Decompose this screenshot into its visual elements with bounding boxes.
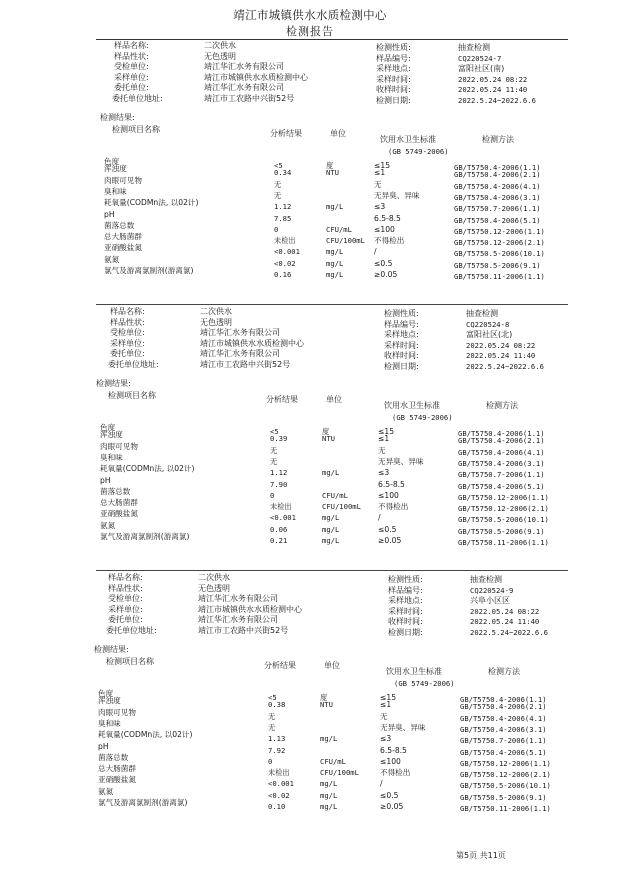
item-result: 0.34 <box>274 168 292 178</box>
item-name: 肉眼可见物 <box>100 441 138 451</box>
col-header-method: 检测方法 <box>482 135 514 144</box>
item-result: <5 <box>274 161 283 170</box>
col-header-standard-code: (GB 5749-2006) <box>392 413 453 422</box>
item-result: <5 <box>268 693 277 702</box>
results-heading: 检测结果: <box>100 113 135 122</box>
item-method: GB/T5750.12-2006(2.1) <box>454 238 545 248</box>
field-label-sampling-time: 采样时间: <box>384 340 419 350</box>
field-label-sample-name: 样品名称: <box>108 573 143 582</box>
field-value-nature: 无色透明 <box>204 51 236 61</box>
field-value-sampling-site: 兴阜小区区 <box>470 596 510 605</box>
item-method: GB/T5750.4-2006(2.1) <box>460 702 547 712</box>
section-divider <box>96 570 568 571</box>
item-unit: NTU <box>322 434 335 444</box>
item-result: 无 <box>274 179 282 189</box>
field-label-receipt-time: 收样时间: <box>384 351 419 360</box>
item-name: 氨氮 <box>104 254 120 264</box>
col-header-standard-code: (GB 5749-2006) <box>388 147 449 156</box>
field-label-sampling-site: 采样地点: <box>388 596 423 605</box>
item-result: 0.21 <box>270 536 288 545</box>
field-label-test-date: 检测日期: <box>384 361 419 371</box>
item-standard: ≤15 <box>378 427 395 436</box>
field-value-sample-no: CQ220524-9 <box>470 585 514 595</box>
item-unit: mg/L <box>320 779 338 789</box>
item-standard: ≤100 <box>378 490 399 500</box>
field-value-sampling-site: 富阳社区(北) <box>466 330 513 339</box>
col-header-method: 检测方法 <box>488 667 520 676</box>
field-label-test-nature: 检测性质: <box>376 43 411 52</box>
item-method: GB/T5750.11-2006(1.1) <box>460 804 551 813</box>
field-value-sample-no: CQ220524-7 <box>458 53 502 63</box>
item-standard: 不得检出 <box>378 502 409 512</box>
item-unit: 度 <box>322 427 330 436</box>
item-name: 菌落总数 <box>104 220 135 230</box>
item-unit: mg/L <box>322 468 340 478</box>
field-value-client-unit: 靖江华汇水务有限公司 <box>204 83 284 92</box>
item-method: GB/T5750.5-2006(9.1) <box>458 526 545 536</box>
col-header-standard: 饮用水卫生标准 <box>380 135 436 144</box>
field-label-receipt-time: 收样时间: <box>388 617 423 626</box>
field-label-sample-no: 样品编号: <box>388 585 423 595</box>
item-standard: ≤1 <box>378 434 390 444</box>
item-standard: ≤100 <box>380 756 401 766</box>
item-name: 菌落总数 <box>100 486 131 496</box>
col-header-method: 检测方法 <box>486 401 518 410</box>
item-method: GB/T5750.4-2006(4.1) <box>460 713 547 723</box>
item-standard: 无异臭、异味 <box>374 190 420 200</box>
item-standard: ≤0.5 <box>378 524 397 534</box>
item-result: 无 <box>270 456 278 466</box>
item-method: GB/T5750.5-2006(10.1) <box>458 515 549 525</box>
item-method: GB/T5750.4-2006(4.1) <box>458 447 545 457</box>
item-name: 氨氮 <box>98 786 114 796</box>
item-method: GB/T5750.5-2006(9.1) <box>454 260 541 270</box>
item-result: 0 <box>270 490 275 500</box>
field-label-test-nature: 检测性质: <box>384 309 419 318</box>
item-name: 浑浊度 <box>100 430 123 440</box>
item-method: GB/T5750.12-2006(1.1) <box>460 758 551 768</box>
item-method: GB/T5750.12-2006(1.1) <box>454 226 545 236</box>
field-label-test-nature: 检测性质: <box>388 575 423 584</box>
field-label-sample-nature: 样品性状: <box>110 317 145 327</box>
page-number: 第5页 共11页 <box>456 851 506 860</box>
item-result: <0.001 <box>274 247 300 257</box>
item-standard: 无 <box>374 179 382 189</box>
field-value-client-unit: 靖江华汇水务有限公司 <box>200 349 280 358</box>
item-standard: 6.5-8.5 <box>380 745 407 755</box>
field-value-sampling-time: 2022.05.24 08:22 <box>466 340 536 350</box>
item-result: 7.90 <box>270 479 288 489</box>
item-method: GB/T5750.4-2006(3.1) <box>460 724 547 734</box>
field-value-sample-no: CQ220524-8 <box>466 319 510 329</box>
item-unit: NTU <box>320 700 333 710</box>
item-unit: mg/L <box>322 524 340 534</box>
field-label-sample-no: 样品编号: <box>376 53 411 63</box>
field-label-sampling-time: 采样时间: <box>376 74 411 84</box>
item-result: 未检出 <box>270 502 292 512</box>
item-name: pH <box>104 209 115 219</box>
item-result: <5 <box>270 427 279 436</box>
col-header-standard: 饮用水卫生标准 <box>384 401 440 410</box>
col-header-unit: 单位 <box>326 395 342 404</box>
field-value-name: 二次供水 <box>200 307 232 316</box>
item-unit: CFU/100mL <box>326 236 365 246</box>
item-result: 0 <box>274 224 279 234</box>
item-result: 0.38 <box>268 700 286 710</box>
field-value-inspected-unit: 靖江华汇水务有限公司 <box>204 62 284 71</box>
item-method: GB/T5750.5-2006(10.1) <box>460 781 551 791</box>
item-method: GB/T5750.12-2006(2.1) <box>460 770 551 780</box>
item-result: <0.02 <box>268 790 290 800</box>
item-standard: ≤1 <box>374 168 386 178</box>
results-heading: 检测结果: <box>96 379 131 388</box>
col-header-unit: 单位 <box>330 129 346 138</box>
field-label-client-unit: 委托单位: <box>110 349 145 358</box>
item-method: GB/T5750.7-2006(1.1) <box>460 736 547 746</box>
field-label-sample-name: 样品名称: <box>110 307 145 316</box>
item-name: 臭和味 <box>98 718 121 728</box>
item-name: 氨氮 <box>100 520 116 530</box>
item-name: 氯气及游离氯制剂(游离氯) <box>100 532 190 541</box>
field-label-inspected-unit: 受检单位: <box>114 62 149 71</box>
item-result: 无 <box>270 445 278 455</box>
item-standard: 不得检出 <box>380 768 411 778</box>
col-header-item: 检测项目名称 <box>112 125 160 134</box>
item-result: 无 <box>268 722 276 732</box>
item-unit: mg/L <box>326 258 344 268</box>
col-header-standard: 饮用水卫生标准 <box>386 667 442 676</box>
field-value-test-nature: 抽查检测 <box>470 575 502 584</box>
item-unit: mg/L <box>326 270 344 279</box>
col-header-result: 分析结果 <box>270 129 302 138</box>
item-standard: / <box>380 779 383 789</box>
item-name: 肉眼可见物 <box>104 175 142 185</box>
item-result: 无 <box>268 711 276 721</box>
item-standard: 不得检出 <box>374 236 405 246</box>
field-label-sample-no: 样品编号: <box>384 319 419 329</box>
item-result: <0.02 <box>274 258 296 268</box>
item-method: GB/T5750.5-2006(9.1) <box>460 792 547 802</box>
field-value-receipt-time: 2022.05.24 11:40 <box>458 85 528 94</box>
item-result: 1.12 <box>270 468 288 478</box>
item-method: GB/T5750.4-2006(2.1) <box>458 436 545 446</box>
item-standard: ≥0.05 <box>374 270 398 279</box>
field-label-inspected-unit: 受检单位: <box>108 594 143 603</box>
item-method: GB/T5750.4-2006(1.1) <box>460 695 547 704</box>
field-label-sampling-site: 采样地点: <box>384 330 419 339</box>
col-header-item: 检测项目名称 <box>108 391 156 400</box>
field-value-sampling-unit: 靖江市城镇供水水质检测中心 <box>198 604 302 614</box>
item-name: 色度 <box>98 689 114 698</box>
field-label-sampling-unit: 采样单位: <box>108 604 143 614</box>
item-method: GB/T5750.4-2006(5.1) <box>460 747 547 757</box>
field-value-sampling-time: 2022.05.24 08:22 <box>458 74 528 84</box>
field-value-name: 二次供水 <box>204 41 236 50</box>
item-result: 7.85 <box>274 213 292 223</box>
item-unit: CFU/100mL <box>322 502 361 512</box>
item-result: 1.13 <box>268 734 286 744</box>
field-value-client-address: 靖江市工农路中兴街52号 <box>204 93 295 103</box>
field-value-client-address: 靖江市工农路中兴街52号 <box>200 359 291 369</box>
item-result: <0.001 <box>268 779 294 789</box>
item-result: <0.001 <box>270 513 296 523</box>
item-result: 未检出 <box>274 236 296 246</box>
item-name: 肉眼可见物 <box>98 707 136 717</box>
item-name: 亚硝酸盐氮 <box>98 775 136 785</box>
item-unit: CFU/mL <box>320 756 346 766</box>
report-org-title: 靖江市城镇供水水质检测中心 <box>233 8 387 22</box>
item-unit: 度 <box>320 693 328 702</box>
item-unit: mg/L <box>320 790 338 800</box>
item-name: 耗氧量(CODMn法, 以02计) <box>98 730 193 740</box>
field-value-test-date: 2022.5.24~2022.6.6 <box>458 95 536 105</box>
item-method: GB/T5750.12-2006(1.1) <box>458 492 549 502</box>
field-label-receipt-time: 收样时间: <box>376 85 411 94</box>
item-standard: ≤1 <box>380 700 392 710</box>
item-standard: ≥0.05 <box>378 536 402 545</box>
item-result: 0.39 <box>270 434 288 444</box>
item-result: 0 <box>268 756 273 766</box>
item-standard: 无异臭、异味 <box>380 722 426 732</box>
field-value-inspected-unit: 靖江华汇水务有限公司 <box>200 328 280 337</box>
field-value-inspected-unit: 靖江华汇水务有限公司 <box>198 594 278 603</box>
item-standard: 6.5-8.5 <box>378 479 405 489</box>
field-value-nature: 无色透明 <box>198 583 230 593</box>
item-unit: CFU/mL <box>322 490 348 500</box>
field-label-sample-name: 样品名称: <box>114 41 149 50</box>
field-value-receipt-time: 2022.05.24 11:40 <box>470 617 540 626</box>
item-result: 0.10 <box>268 802 286 811</box>
report-title: 检测报告 <box>286 25 334 38</box>
field-value-sampling-unit: 靖江市城镇供水水质检测中心 <box>200 338 304 348</box>
item-unit: mg/L <box>326 202 344 212</box>
item-name: 浑浊度 <box>98 696 121 706</box>
item-standard: 无 <box>380 711 388 721</box>
item-name: 总大肠菌群 <box>100 498 138 508</box>
item-method: GB/T5750.4-2006(4.1) <box>454 181 541 191</box>
item-method: GB/T5750.4-2006(5.1) <box>458 481 545 491</box>
item-standard: 6.5-8.5 <box>374 213 401 223</box>
field-label-client-address: 委托单位地址: <box>112 93 163 103</box>
item-method: GB/T5750.4-2006(3.1) <box>454 192 541 202</box>
item-name: 色度 <box>100 423 116 432</box>
item-result: 1.12 <box>274 202 292 212</box>
item-name: 亚硝酸盐氮 <box>100 509 138 519</box>
item-standard: / <box>374 247 377 257</box>
col-header-unit: 单位 <box>324 661 340 670</box>
item-unit: 度 <box>326 161 334 170</box>
item-standard: ≤3 <box>378 468 390 478</box>
field-value-sampling-unit: 靖江市城镇供水水质检测中心 <box>204 72 308 82</box>
col-header-result: 分析结果 <box>264 661 296 670</box>
sample-section <box>0 306 620 572</box>
field-label-client-address: 委托单位地址: <box>108 359 159 369</box>
item-name: 耗氧量(CODMn法, 以02计) <box>100 464 195 474</box>
field-value-test-nature: 抽查检测 <box>458 43 490 52</box>
item-name: 氯气及游离氯制剂(游离氯) <box>104 266 194 275</box>
field-value-nature: 无色透明 <box>200 317 232 327</box>
item-name: 色度 <box>104 157 120 166</box>
field-value-sampling-site: 富阳社区(南) <box>458 64 505 73</box>
item-name: 耗氧量(CODMn法, 以02计) <box>104 198 199 208</box>
item-name: 浑浊度 <box>104 164 127 174</box>
item-name: 菌落总数 <box>98 752 129 762</box>
col-header-item: 检测项目名称 <box>106 657 154 666</box>
item-standard: ≤0.5 <box>380 790 399 800</box>
item-name: 臭和味 <box>104 186 127 196</box>
item-standard: ≤0.5 <box>374 258 393 268</box>
item-name: 总大肠菌群 <box>98 764 136 774</box>
section-divider <box>96 304 568 305</box>
field-value-test-nature: 抽查检测 <box>466 309 498 318</box>
item-name: pH <box>98 741 109 751</box>
item-name: 总大肠菌群 <box>104 232 142 242</box>
item-unit: mg/L <box>320 802 338 811</box>
item-name: 臭和味 <box>100 452 123 462</box>
item-standard: ≤3 <box>374 202 386 212</box>
item-method: GB/T5750.11-2006(1.1) <box>454 272 545 281</box>
item-name: 亚硝酸盐氮 <box>104 243 142 253</box>
item-result: 0.16 <box>274 270 292 279</box>
item-standard: ≤15 <box>380 693 397 702</box>
item-method: GB/T5750.4-2006(2.1) <box>454 170 541 180</box>
field-value-test-date: 2022.5.24~2022.6.6 <box>470 627 548 637</box>
item-method: GB/T5750.4-2006(1.1) <box>458 429 545 438</box>
item-name: 氯气及游离氯制剂(游离氯) <box>98 798 188 807</box>
field-label-sampling-unit: 采样单位: <box>110 338 145 348</box>
item-method: GB/T5750.5-2006(10.1) <box>454 249 545 259</box>
item-result: 7.92 <box>268 745 286 755</box>
sample-section <box>0 572 620 838</box>
field-label-sampling-time: 采样时间: <box>388 606 423 616</box>
item-unit: CFU/100mL <box>320 768 359 778</box>
item-standard: 无异臭、异味 <box>378 456 424 466</box>
field-label-test-date: 检测日期: <box>376 95 411 105</box>
item-standard: / <box>378 513 381 523</box>
col-header-standard-code: (GB 5749-2006) <box>394 679 455 688</box>
col-header-result: 分析结果 <box>266 395 298 404</box>
item-standard: 无 <box>378 445 386 455</box>
item-method: GB/T5750.4-2006(3.1) <box>458 458 545 468</box>
item-standard: ≤100 <box>374 224 395 234</box>
item-result: 0.06 <box>270 524 288 534</box>
item-standard: ≤3 <box>380 734 392 744</box>
field-label-sample-nature: 样品性状: <box>108 583 143 593</box>
field-value-client-unit: 靖江华汇水务有限公司 <box>198 615 278 624</box>
item-standard: ≥0.05 <box>380 802 404 811</box>
field-value-test-date: 2022.5.24~2022.6.6 <box>466 361 544 371</box>
item-unit: mg/L <box>322 536 340 545</box>
item-method: GB/T5750.12-2006(2.1) <box>458 504 549 514</box>
item-unit: CFU/mL <box>326 224 352 234</box>
field-label-test-date: 检测日期: <box>388 627 423 637</box>
field-label-sampling-unit: 采样单位: <box>114 72 149 82</box>
field-value-client-address: 靖江市工农路中兴街52号 <box>198 625 289 635</box>
item-result: 无 <box>274 190 282 200</box>
item-standard: ≤15 <box>374 161 391 170</box>
item-method: GB/T5750.7-2006(1.1) <box>458 470 545 480</box>
item-method: GB/T5750.4-2006(5.1) <box>454 215 541 225</box>
item-name: pH <box>100 475 111 485</box>
item-unit: NTU <box>326 168 339 178</box>
item-unit: mg/L <box>320 734 338 744</box>
item-method: GB/T5750.11-2006(1.1) <box>458 538 549 547</box>
item-method: GB/T5750.4-2006(1.1) <box>454 163 541 172</box>
item-unit: mg/L <box>322 513 340 523</box>
sample-section <box>0 40 620 306</box>
field-value-sampling-time: 2022.05.24 08:22 <box>470 606 540 616</box>
field-label-sampling-site: 采样地点: <box>376 64 411 73</box>
item-method: GB/T5750.7-2006(1.1) <box>454 204 541 214</box>
field-label-client-address: 委托单位地址: <box>106 625 157 635</box>
results-heading: 检测结果: <box>94 645 129 654</box>
field-label-client-unit: 委托单位: <box>114 83 149 92</box>
item-result: 未检出 <box>268 768 290 778</box>
field-label-inspected-unit: 受检单位: <box>110 328 145 337</box>
field-label-client-unit: 委托单位: <box>108 615 143 624</box>
field-value-name: 二次供水 <box>198 573 230 582</box>
field-value-receipt-time: 2022.05.24 11:40 <box>466 351 536 360</box>
field-label-sample-nature: 样品性状: <box>114 51 149 61</box>
item-unit: mg/L <box>326 247 344 257</box>
